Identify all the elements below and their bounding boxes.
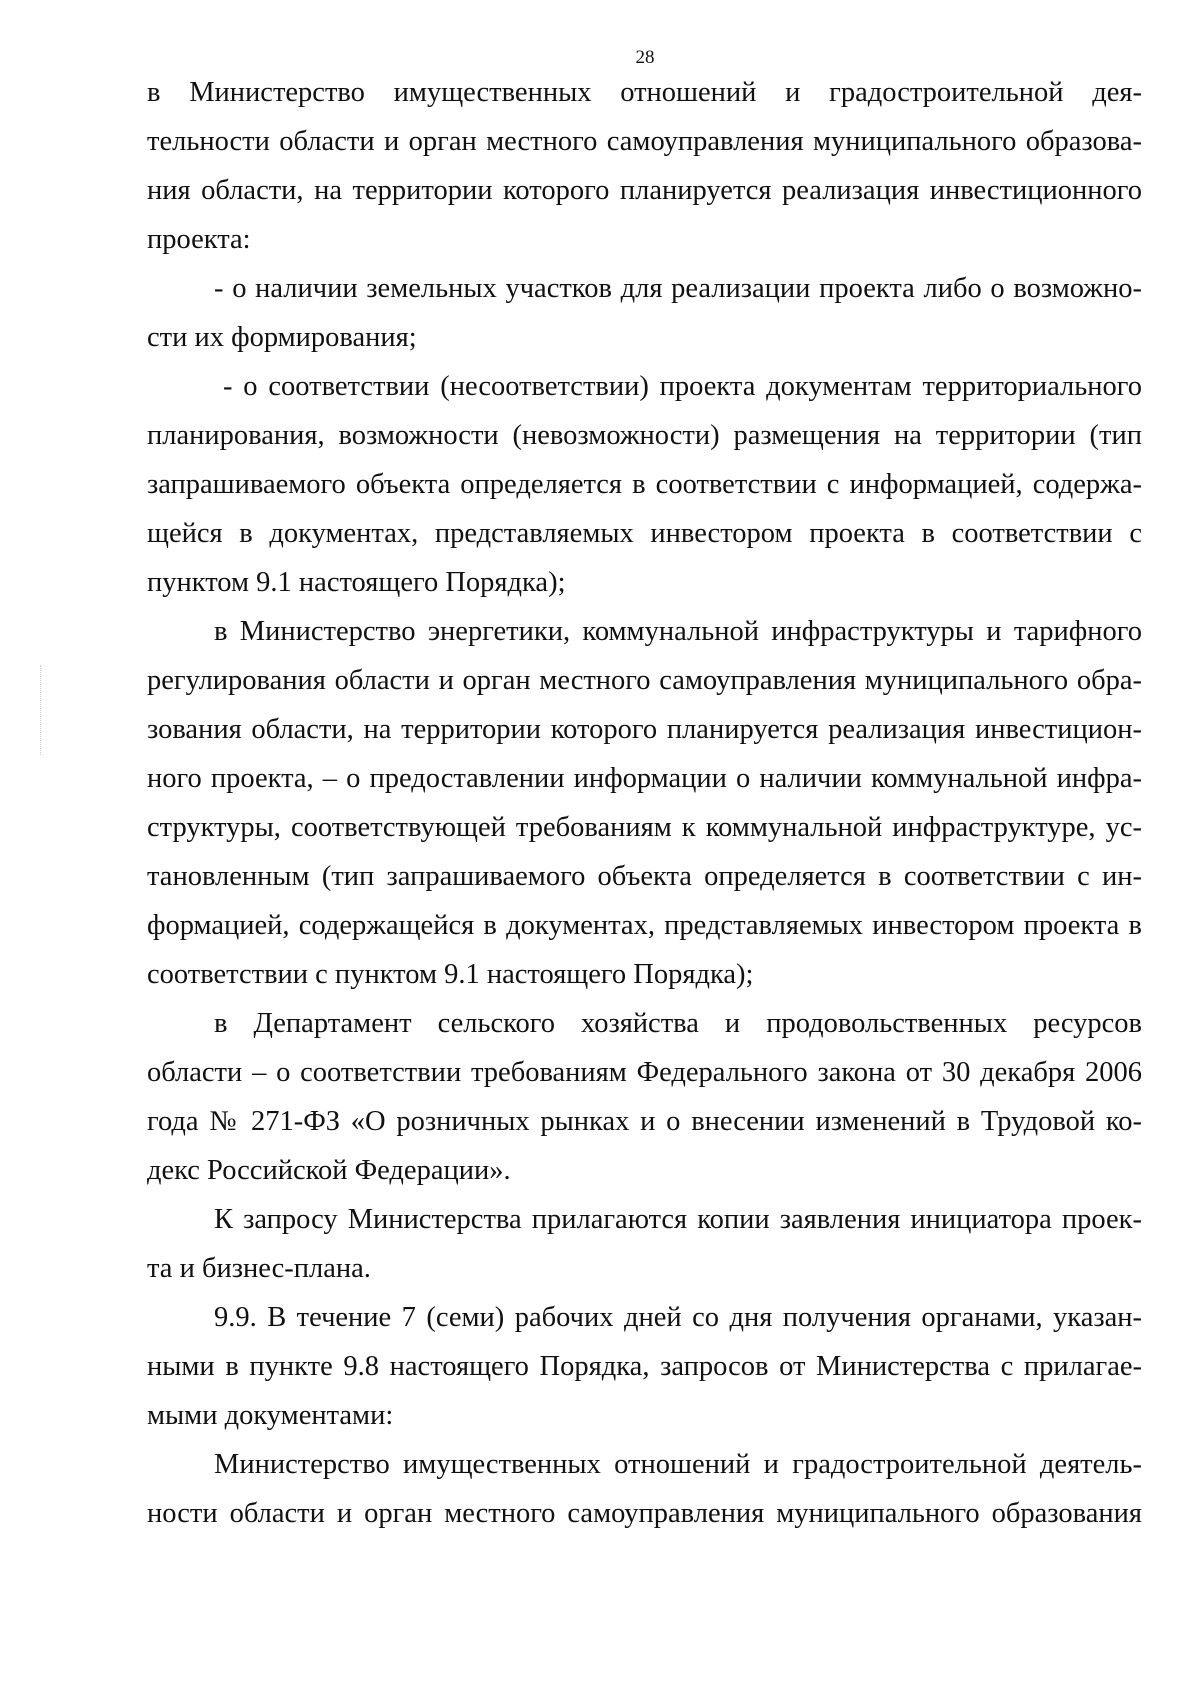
text-line: в Министерство имущественных отношений и градостроительной дея- [147, 77, 1142, 108]
text-line: ного проекта, – о предоставлении информации о наличии коммунальной инфра- [147, 763, 1142, 794]
text-line: сти их формирования; [147, 322, 417, 353]
text-line: в Департамент сельского хозяйства и продовольственных ресурсов [214, 1008, 1142, 1039]
text-line: - о наличии земельных участков для реализации проекта либо о возможно- [214, 273, 1142, 304]
text-line: регулирования области и орган местного самоуправления муниципального обра- [147, 665, 1142, 696]
scan-margin-mark [40, 665, 47, 755]
text-line: структуры, соответствующей требованиям к коммунальной инфраструктуре, ус- [147, 812, 1142, 843]
page-number: 28 [635, 47, 655, 68]
paragraph [147, 68, 1142, 264]
text-line: К запросу Министерства прилагаются копии заявления инициатора проек- [214, 1204, 1142, 1235]
paragraph [147, 362, 1142, 607]
text-line: запрашиваемого объекта определяется в соответствии с информацией, содержа- [147, 469, 1142, 500]
paragraph [147, 607, 1142, 999]
text-line: тельности области и орган местного самоуправления муниципального образова- [147, 126, 1142, 157]
text-line: щейся в документах, представляемых инвестором проекта в соответствии с [147, 518, 1142, 549]
paragraph [147, 1440, 1142, 1538]
paragraph [147, 1293, 1142, 1440]
text-line: ния области, на территории которого планируется реализация инвестиционного [147, 175, 1142, 206]
text-line: та и бизнес-плана. [147, 1253, 371, 1284]
paragraph [147, 264, 1142, 362]
text-line: ности области и орган местного самоуправления муниципального образования [147, 1498, 1142, 1529]
text-line: в Министерство энергетики, коммунальной инфраструктуры и тарифного [214, 616, 1142, 647]
text-line: области – о соответствии требованиям Федерального закона от 30 декабря 2006 [147, 1057, 1142, 1088]
document-body [147, 68, 1142, 1538]
text-line: формацией, содержащейся в документах, представляемых инвестором проекта в [147, 910, 1142, 941]
paragraph [147, 999, 1142, 1195]
text-line: 9.9. В течение 7 (семи) рабочих дней со дня получения органами, указан- [214, 1302, 1142, 1333]
text-line: мыми документами: [147, 1400, 394, 1431]
text-line: пунктом 9.1 настоящего Порядка); [147, 567, 566, 598]
paragraph [147, 1195, 1142, 1293]
text-line: планирования, возможности (невозможности) размещения на территории (тип [147, 420, 1142, 451]
text-line: года № 271-ФЗ «О розничных рынках и о внесении изменений в Трудовой ко- [147, 1106, 1142, 1137]
text-line: декс Российской Федерации». [147, 1155, 511, 1186]
text-line: тановленным (тип запрашиваемого объекта определяется в соответствии с ин- [147, 861, 1142, 892]
text-line: Министерство имущественных отношений и градостроительной деятель- [214, 1449, 1142, 1480]
text-line: проекта: [147, 224, 251, 255]
text-line: ными в пункте 9.8 настоящего Порядка, запросов от Министерства с прилагае- [147, 1351, 1142, 1382]
text-line: соответствии с пунктом 9.1 настоящего Порядка); [147, 959, 754, 990]
text-line: - о соответствии (несоответствии) проекта документам территориального [223, 371, 1142, 402]
text-line: зования области, на территории которого планируется реализация инвестицион- [147, 714, 1142, 745]
